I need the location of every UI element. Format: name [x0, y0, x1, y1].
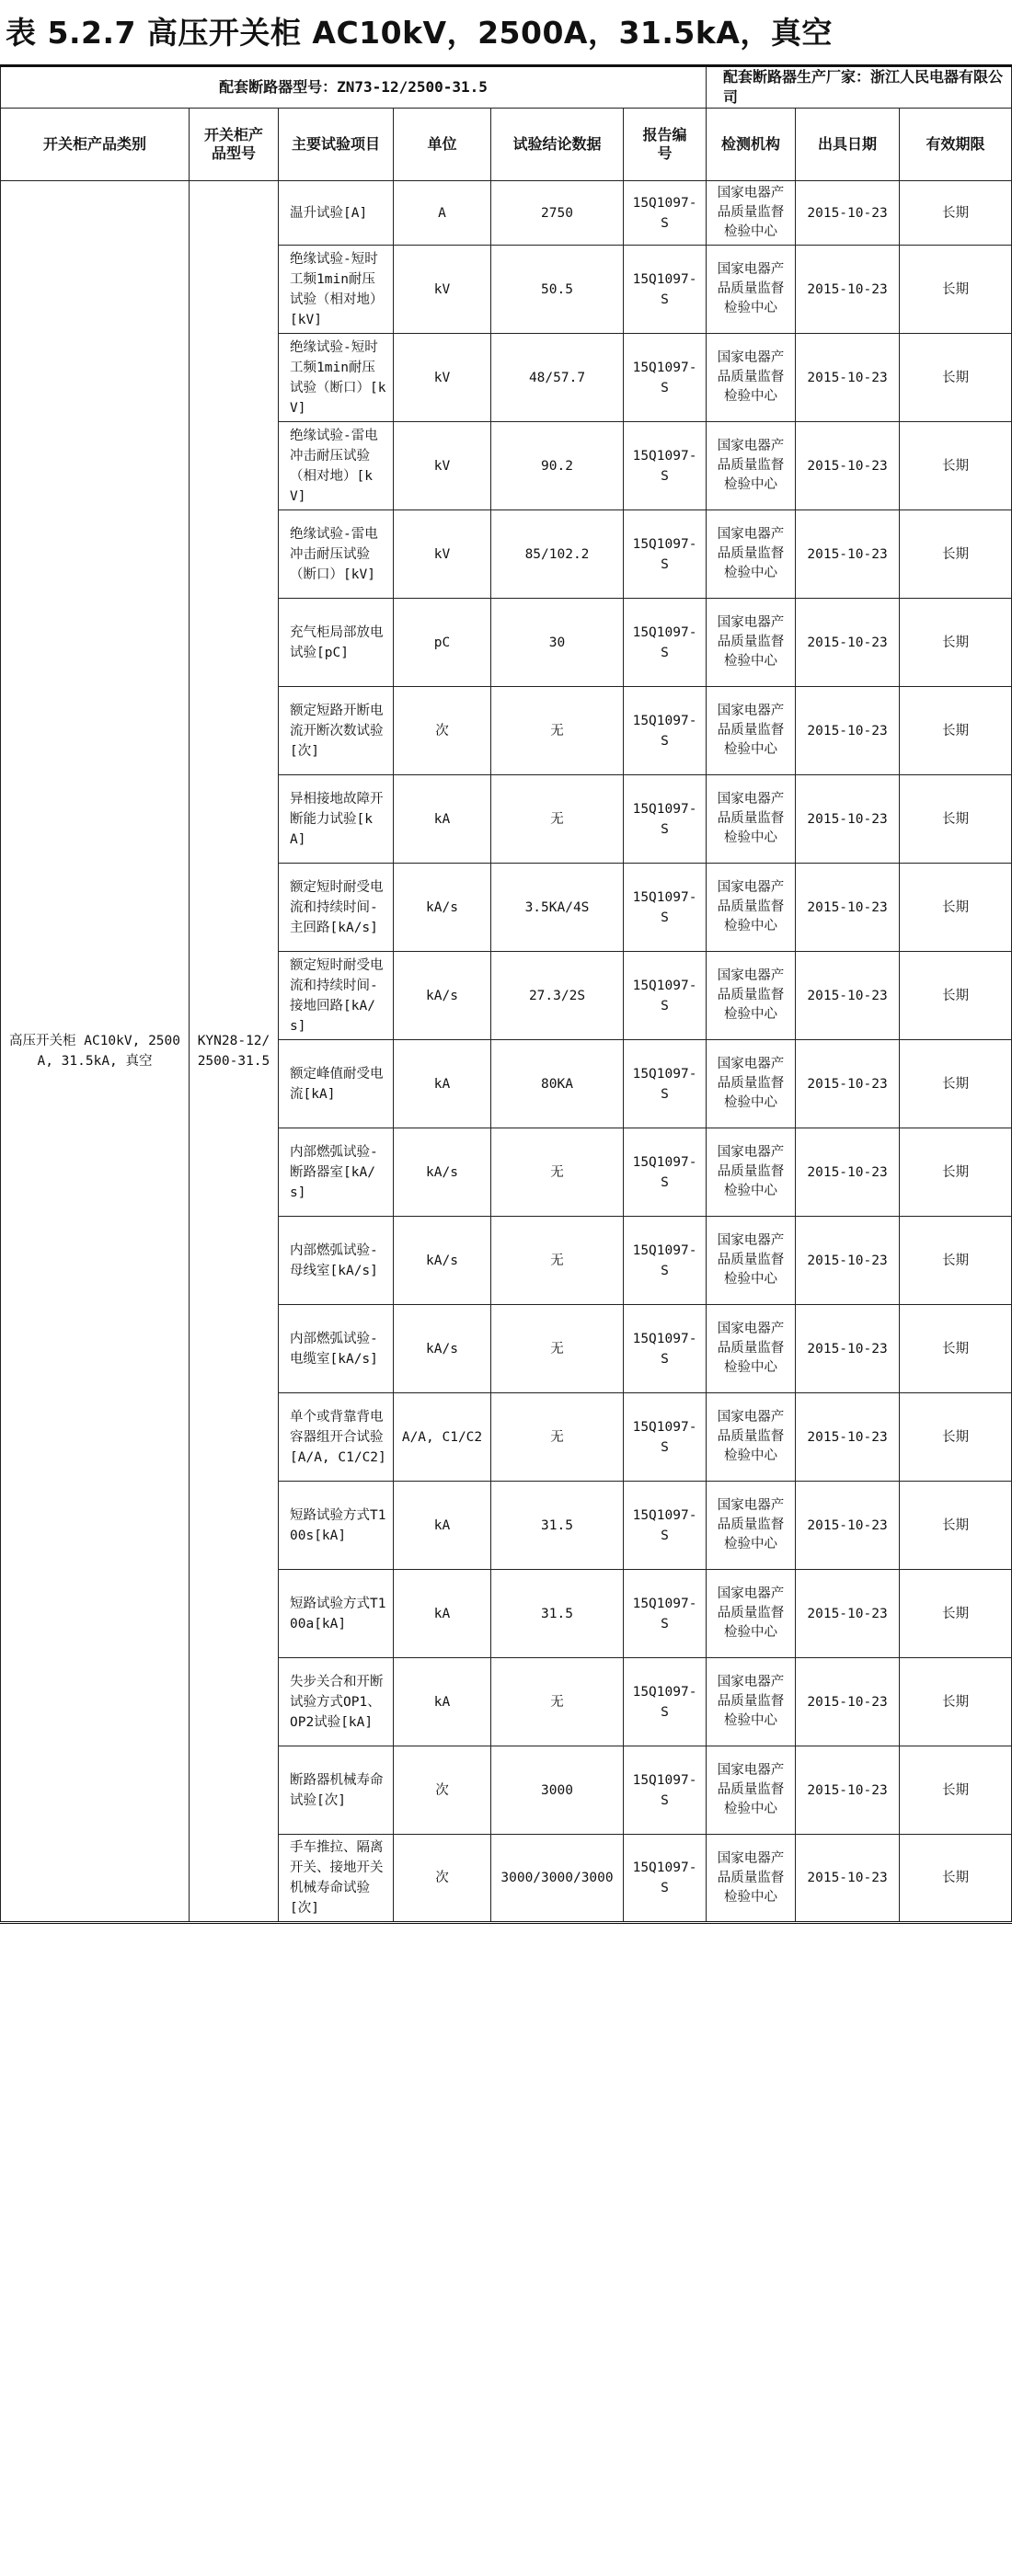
- report-number: 15Q1097-S: [624, 334, 707, 422]
- validity-period: 长期: [900, 181, 1012, 246]
- issue-date: 2015-10-23: [796, 864, 900, 952]
- result-cell: 2750: [491, 181, 624, 246]
- issue-date: 2015-10-23: [796, 422, 900, 510]
- testing-lab: 国家电器产品质量监督检验中心: [707, 1128, 796, 1217]
- test-item: 额定短时耐受电流和持续时间-主回路[kA/s]: [279, 864, 394, 952]
- issue-date: 2015-10-23: [796, 334, 900, 422]
- unit-cell: A: [394, 181, 491, 246]
- unit-cell: kA/s: [394, 1305, 491, 1393]
- test-item: 内部燃弧试验-母线室[kA/s]: [279, 1217, 394, 1305]
- header-unit: 单位: [394, 109, 491, 181]
- testing-lab: 国家电器产品质量监督检验中心: [707, 687, 796, 775]
- unit-cell: 次: [394, 1835, 491, 1923]
- table-row: [1, 181, 1012, 246]
- header-item: 主要试验项目: [279, 109, 394, 181]
- test-item: 内部燃弧试验-断路器室[kA/s]: [279, 1128, 394, 1217]
- report-number: 15Q1097-S: [624, 687, 707, 775]
- validity-period: 长期: [900, 599, 1012, 687]
- validity-period: 长期: [900, 1393, 1012, 1482]
- testing-lab: 国家电器产品质量监督检验中心: [707, 1746, 796, 1835]
- validity-period: 长期: [900, 422, 1012, 510]
- unit-cell: kA/s: [394, 952, 491, 1040]
- unit-cell: kA: [394, 1658, 491, 1746]
- validity-period: 长期: [900, 1305, 1012, 1393]
- header-model: 开关柜产品型号: [190, 109, 279, 181]
- testing-lab: 国家电器产品质量监督检验中心: [707, 952, 796, 1040]
- validity-period: 长期: [900, 1217, 1012, 1305]
- testing-lab: 国家电器产品质量监督检验中心: [707, 1040, 796, 1128]
- issue-date: 2015-10-23: [796, 510, 900, 599]
- testing-lab: 国家电器产品质量监督检验中心: [707, 1305, 796, 1393]
- testing-lab: 国家电器产品质量监督检验中心: [707, 1393, 796, 1482]
- validity-period: 长期: [900, 1040, 1012, 1128]
- testing-lab: 国家电器产品质量监督检验中心: [707, 864, 796, 952]
- result-cell: 48/57.7: [491, 334, 624, 422]
- table-body: [1, 66, 1012, 1923]
- testing-lab: 国家电器产品质量监督检验中心: [707, 1482, 796, 1570]
- header-row: [1, 109, 1012, 181]
- unit-cell: A/A, C1/C2: [394, 1393, 491, 1482]
- issue-date: 2015-10-23: [796, 952, 900, 1040]
- test-item: 内部燃弧试验-电缆室[kA/s]: [279, 1305, 394, 1393]
- result-cell: 3000/3000/3000: [491, 1835, 624, 1923]
- test-results-table: [0, 64, 1012, 1924]
- report-number: 15Q1097-S: [624, 864, 707, 952]
- report-number: 15Q1097-S: [624, 181, 707, 246]
- test-item: 绝缘试验-短时工频1min耐压试验（相对地）[kV]: [279, 246, 394, 334]
- testing-lab: 国家电器产品质量监督检验中心: [707, 334, 796, 422]
- unit-cell: kA/s: [394, 1128, 491, 1217]
- unit-cell: kV: [394, 422, 491, 510]
- unit-cell: kA/s: [394, 1217, 491, 1305]
- unit-cell: kA: [394, 1482, 491, 1570]
- result-cell: 无: [491, 775, 624, 864]
- issue-date: 2015-10-23: [796, 1393, 900, 1482]
- report-number: 15Q1097-S: [624, 1658, 707, 1746]
- validity-period: 长期: [900, 1835, 1012, 1923]
- test-item: 绝缘试验-雷电冲击耐压试验（断口）[kV]: [279, 510, 394, 599]
- issue-date: 2015-10-23: [796, 599, 900, 687]
- issue-date: 2015-10-23: [796, 1217, 900, 1305]
- report-number: 15Q1097-S: [624, 1835, 707, 1923]
- validity-period: 长期: [900, 246, 1012, 334]
- report-number: 15Q1097-S: [624, 1393, 707, 1482]
- test-item: 充气柜局部放电试验[pC]: [279, 599, 394, 687]
- header-report: 报告编号: [624, 109, 707, 181]
- test-item: 异相接地故障开断能力试验[kA]: [279, 775, 394, 864]
- testing-lab: 国家电器产品质量监督检验中心: [707, 422, 796, 510]
- issue-date: 2015-10-23: [796, 181, 900, 246]
- result-cell: 无: [491, 1305, 624, 1393]
- testing-lab: 国家电器产品质量监督检验中心: [707, 1570, 796, 1658]
- issue-date: 2015-10-23: [796, 1570, 900, 1658]
- result-cell: 无: [491, 1393, 624, 1482]
- report-number: 15Q1097-S: [624, 246, 707, 334]
- validity-period: 长期: [900, 1482, 1012, 1570]
- header-category: 开关柜产品类别: [1, 109, 190, 181]
- report-number: 15Q1097-S: [624, 775, 707, 864]
- test-item: 短路试验方式T100a[kA]: [279, 1570, 394, 1658]
- product-category: 高压开关柜 AC10kV, 2500A, 31.5kA, 真空: [1, 181, 190, 1923]
- unit-cell: kV: [394, 246, 491, 334]
- validity-period: 长期: [900, 1746, 1012, 1835]
- breaker-model: 配套断路器型号：ZN73-12/2500-31.5: [1, 66, 707, 109]
- report-number: 15Q1097-S: [624, 1305, 707, 1393]
- result-cell: 31.5: [491, 1570, 624, 1658]
- unit-cell: 次: [394, 687, 491, 775]
- validity-period: 长期: [900, 864, 1012, 952]
- meta-row: [1, 66, 1012, 109]
- test-item: 断路器机械寿命试验[次]: [279, 1746, 394, 1835]
- test-item: 短路试验方式T100s[kA]: [279, 1482, 394, 1570]
- result-cell: 31.5: [491, 1482, 624, 1570]
- issue-date: 2015-10-23: [796, 1305, 900, 1393]
- report-number: 15Q1097-S: [624, 1570, 707, 1658]
- result-cell: 无: [491, 1128, 624, 1217]
- result-cell: 50.5: [491, 246, 624, 334]
- issue-date: 2015-10-23: [796, 1128, 900, 1217]
- page-title: 表 5.2.7 高压开关柜 AC10kV，2500A，31.5kA，真空: [6, 15, 833, 51]
- testing-lab: 国家电器产品质量监督检验中心: [707, 1658, 796, 1746]
- issue-date: 2015-10-23: [796, 1482, 900, 1570]
- result-cell: 无: [491, 687, 624, 775]
- testing-lab: 国家电器产品质量监督检验中心: [707, 599, 796, 687]
- validity-period: 长期: [900, 510, 1012, 599]
- testing-lab: 国家电器产品质量监督检验中心: [707, 775, 796, 864]
- report-number: 15Q1097-S: [624, 1217, 707, 1305]
- test-item: 单个或背靠背电容器组开合试验[A/A, C1/C2]: [279, 1393, 394, 1482]
- result-cell: 80KA: [491, 1040, 624, 1128]
- report-number: 15Q1097-S: [624, 1040, 707, 1128]
- issue-date: 2015-10-23: [796, 1040, 900, 1128]
- validity-period: 长期: [900, 1658, 1012, 1746]
- validity-period: 长期: [900, 687, 1012, 775]
- testing-lab: 国家电器产品质量监督检验中心: [707, 181, 796, 246]
- test-item: 额定峰值耐受电流[kA]: [279, 1040, 394, 1128]
- report-number: 15Q1097-S: [624, 422, 707, 510]
- report-number: 15Q1097-S: [624, 510, 707, 599]
- issue-date: 2015-10-23: [796, 1658, 900, 1746]
- product-model: KYN28-12/2500-31.5: [190, 181, 279, 1923]
- header-lab: 检测机构: [707, 109, 796, 181]
- validity-period: 长期: [900, 1570, 1012, 1658]
- result-cell: 无: [491, 1658, 624, 1746]
- unit-cell: 次: [394, 1746, 491, 1835]
- header-validity: 有效期限: [900, 109, 1012, 181]
- result-cell: 30: [491, 599, 624, 687]
- unit-cell: kA: [394, 775, 491, 864]
- report-number: 15Q1097-S: [624, 1482, 707, 1570]
- issue-date: 2015-10-23: [796, 1746, 900, 1835]
- unit-cell: kA: [394, 1570, 491, 1658]
- test-item: 温升试验[A]: [279, 181, 394, 246]
- testing-lab: 国家电器产品质量监督检验中心: [707, 510, 796, 599]
- issue-date: 2015-10-23: [796, 687, 900, 775]
- unit-cell: kA: [394, 1040, 491, 1128]
- header-date: 出具日期: [796, 109, 900, 181]
- unit-cell: kV: [394, 510, 491, 599]
- result-cell: 3.5KA/4S: [491, 864, 624, 952]
- report-number: 15Q1097-S: [624, 1128, 707, 1217]
- result-cell: 90.2: [491, 422, 624, 510]
- issue-date: 2015-10-23: [796, 775, 900, 864]
- header-result: 试验结论数据: [491, 109, 624, 181]
- testing-lab: 国家电器产品质量监督检验中心: [707, 246, 796, 334]
- test-item: 绝缘试验-雷电冲击耐压试验（相对地）[kV]: [279, 422, 394, 510]
- validity-period: 长期: [900, 775, 1012, 864]
- result-cell: 27.3/2S: [491, 952, 624, 1040]
- test-item: 失步关合和开断试验方式OP1、OP2试验[kA]: [279, 1658, 394, 1746]
- test-item: 手车推拉、隔离开关、接地开关机械寿命试验[次]: [279, 1835, 394, 1923]
- breaker-manufacturer: 配套断路器生产厂家：浙江人民电器有限公司: [707, 66, 1012, 109]
- issue-date: 2015-10-23: [796, 246, 900, 334]
- validity-period: 长期: [900, 952, 1012, 1040]
- result-cell: 3000: [491, 1746, 624, 1835]
- test-item: 额定短路开断电流开断次数试验[次]: [279, 687, 394, 775]
- unit-cell: kV: [394, 334, 491, 422]
- test-item: 额定短时耐受电流和持续时间-接地回路[kA/s]: [279, 952, 394, 1040]
- validity-period: 长期: [900, 334, 1012, 422]
- unit-cell: kA/s: [394, 864, 491, 952]
- report-number: 15Q1097-S: [624, 1746, 707, 1835]
- report-number: 15Q1097-S: [624, 952, 707, 1040]
- validity-period: 长期: [900, 1128, 1012, 1217]
- testing-lab: 国家电器产品质量监督检验中心: [707, 1217, 796, 1305]
- unit-cell: pC: [394, 599, 491, 687]
- result-cell: 无: [491, 1217, 624, 1305]
- testing-lab: 国家电器产品质量监督检验中心: [707, 1835, 796, 1923]
- test-item: 绝缘试验-短时工频1min耐压试验（断口）[kV]: [279, 334, 394, 422]
- report-number: 15Q1097-S: [624, 599, 707, 687]
- result-cell: 85/102.2: [491, 510, 624, 599]
- issue-date: 2015-10-23: [796, 1835, 900, 1923]
